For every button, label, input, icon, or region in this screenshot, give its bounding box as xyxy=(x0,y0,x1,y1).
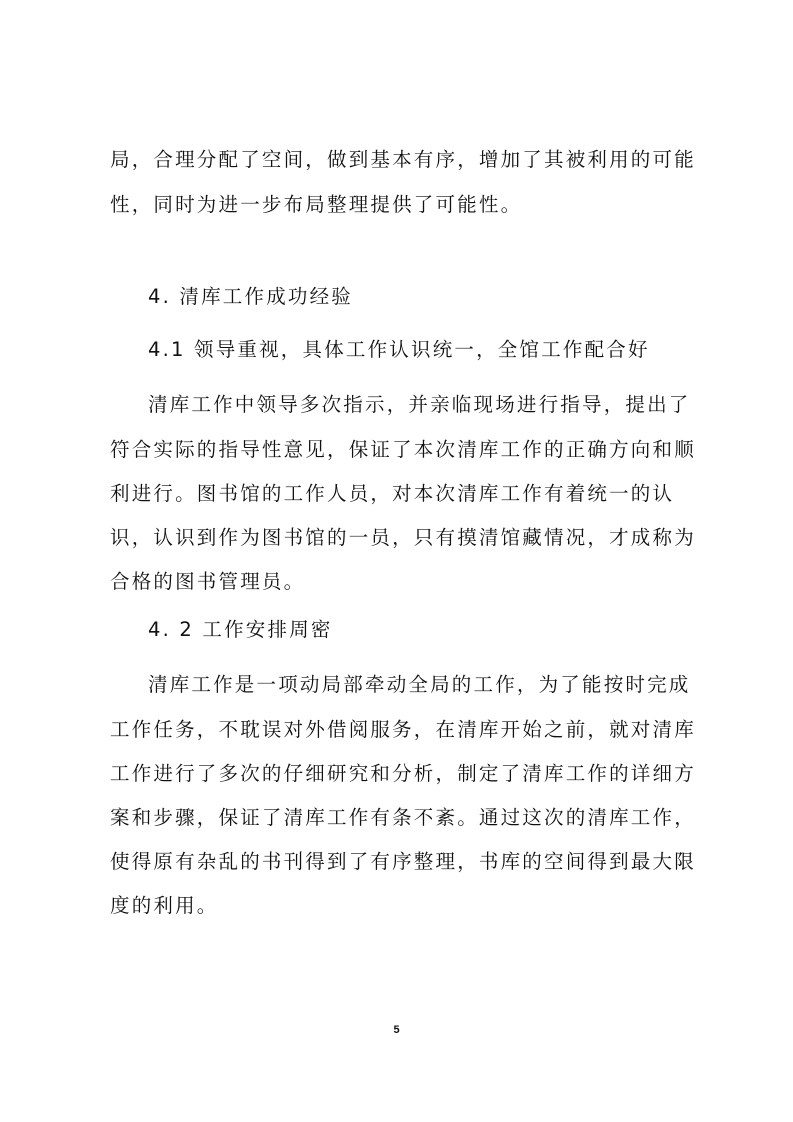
subsection-heading: 4.1 领导重视，具体工作认识统一，全馆工作配合好 xyxy=(148,338,650,361)
subsection-heading: 4. 2 工作安排周密 xyxy=(148,618,333,641)
paragraph-line: 局，合理分配了空间，做到基本有序，增加了其被利用的可能 xyxy=(110,148,696,171)
paragraph-line: 合格的图书管理员。 xyxy=(110,570,306,593)
paragraph-line: 清库工作中领导多次指示，并亲临现场进行指导，提出了 xyxy=(148,393,691,416)
paragraph-line: 性，同时为进一步布局整理提供了可能性。 xyxy=(110,193,523,216)
section-heading: 4. 清库工作成功经验 xyxy=(148,285,354,308)
paragraph-line: 度的利用。 xyxy=(110,894,219,917)
paragraph-line: 识，认识到作为图书馆的一员，只有摸清馆藏情况，才成称为 xyxy=(110,526,696,549)
page-number: 5 xyxy=(393,1024,400,1036)
paragraph-line: 清库工作是一项动局部牵动全局的工作，为了能按时完成 xyxy=(148,673,691,696)
paragraph-line: 案和步骤，保证了清库工作有条不紊。通过这次的清库工作， xyxy=(110,806,696,829)
paragraph-line: 利进行。图书馆的工作人员，对本次清库工作有着统一的认 xyxy=(110,482,675,505)
paragraph-line: 使得原有杂乱的书刊得到了有序整理，书库的空间得到最大限 xyxy=(110,850,696,873)
paragraph-line: 工作进行了多次的仔细研究和分析，制定了清库工作的详细方 xyxy=(110,762,696,785)
paragraph-line: 工作任务，不耽误对外借阅服务，在清库开始之前，就对清库 xyxy=(110,718,696,741)
paragraph-line: 符合实际的指导性意见，保证了本次清库工作的正确方向和顺 xyxy=(110,438,696,461)
